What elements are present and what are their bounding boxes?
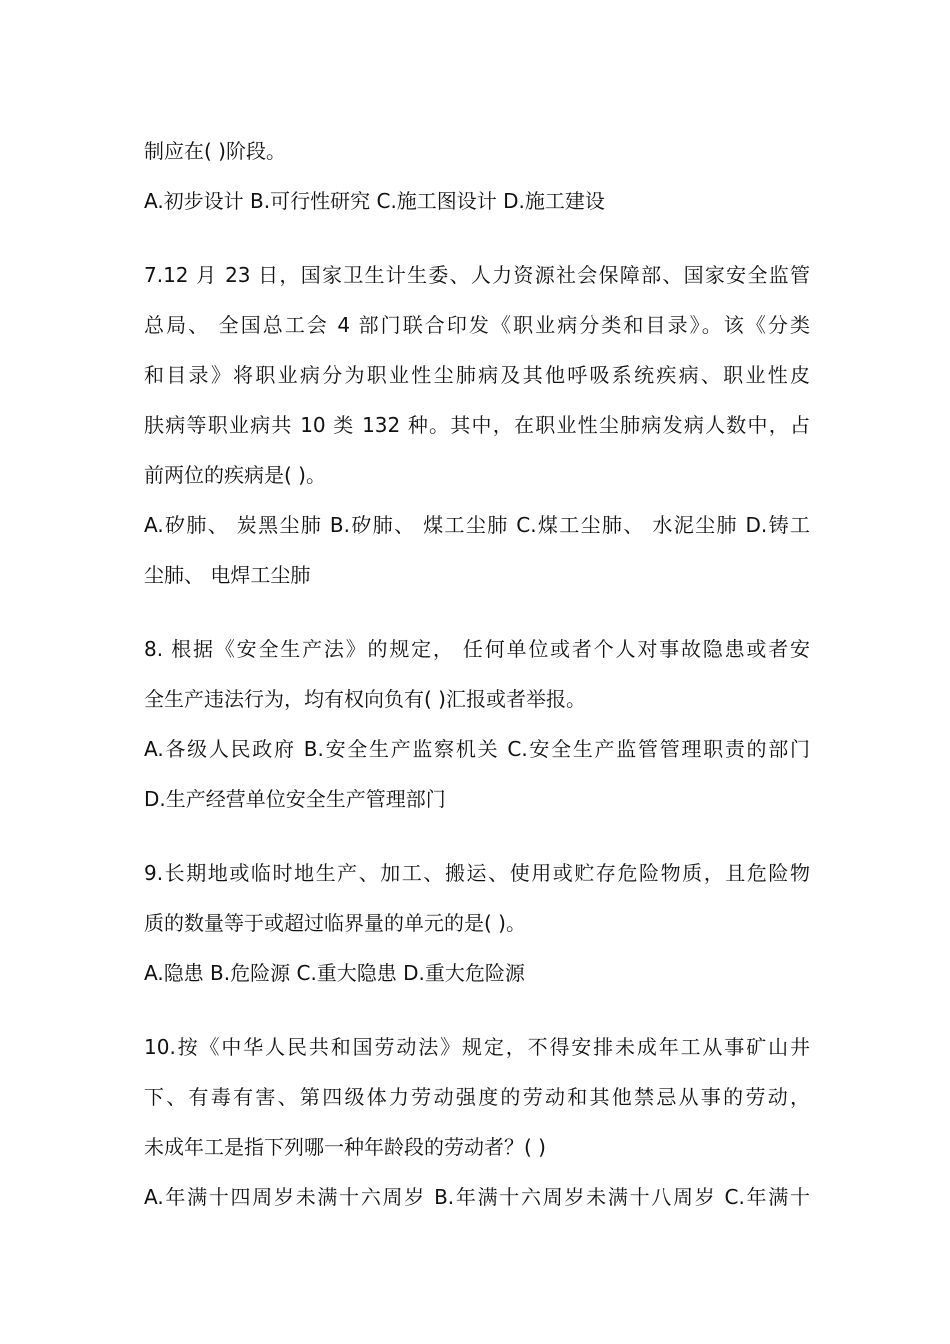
question-stem-line: 9.长期地或临时地生产、加工、搬运、使用或贮存危险物质，且危险物 [144,861,810,885]
question-7 [144,250,810,600]
question-stem-line: 未成年工是指下列哪一种年龄段的劳动者？( ) [144,1135,546,1159]
question-stem-line: 肤病等职业病共 10 类 132 种。其中，在职业性尘肺病发病人数中，占 [144,413,810,437]
question-6-tail [144,126,810,226]
question-stem-line: 10.按《中华人民共和国劳动法》规定，不得安排未成年工从事矿山井 [144,1035,810,1059]
question-stem-line: 7.12 月 23 日，国家卫生计生委、人力资源社会保障部、国家安全监管 [144,263,810,287]
answer-options-line: A.隐患 B.危险源 C.重大隐患 D.重大危险源 [144,961,525,985]
answer-options-line: A.各级人民政府 B.安全生产监察机关 C.安全生产监管管理职责的部门 [144,737,810,761]
answer-options-line: A.矽肺、 炭黑尘肺 B.矽肺、 煤工尘肺 C.煤工尘肺、 水泥尘肺 D.铸工 [144,513,810,537]
question-stem-line: 总局、 全国总工会 4 部门联合印发《职业病分类和目录》。该《分类 [144,313,810,337]
question-10 [144,1022,810,1222]
question-8 [144,624,810,824]
answer-options-line: A.年满十四周岁未满十六周岁 B.年满十六周岁未满十八周岁 C.年满十 [144,1185,810,1209]
answer-options-line: 尘肺、 电焊工尘肺 [144,563,311,587]
document-content [144,126,810,1222]
question-stem-line: 全生产违法行为，均有权向负有( )汇报或者举报。 [144,687,586,711]
question-stem-line: 质的数量等于或超过临界量的单元的是( )。 [144,911,526,935]
question-stem-line: 8. 根据《安全生产法》的规定， 任何单位或者个人对事故隐患或者安 [144,637,810,661]
question-stem-line: 制应在( )阶段。 [144,139,286,163]
answer-options-line: A.初步设计 B.可行性研究 C.施工图设计 D.施工建设 [144,189,605,213]
question-stem-line: 前两位的疾病是( )。 [144,463,326,487]
question-stem-line: 和目录》将职业病分为职业性尘肺病及其他呼吸系统疾病、职业性皮 [144,363,810,387]
question-9 [144,848,810,998]
question-stem-line: 下、有毒有害、第四级体力劳动强度的劳动和其他禁忌从事的劳动， [144,1085,810,1109]
answer-options-line: D.生产经营单位安全生产管理部门 [144,787,446,811]
